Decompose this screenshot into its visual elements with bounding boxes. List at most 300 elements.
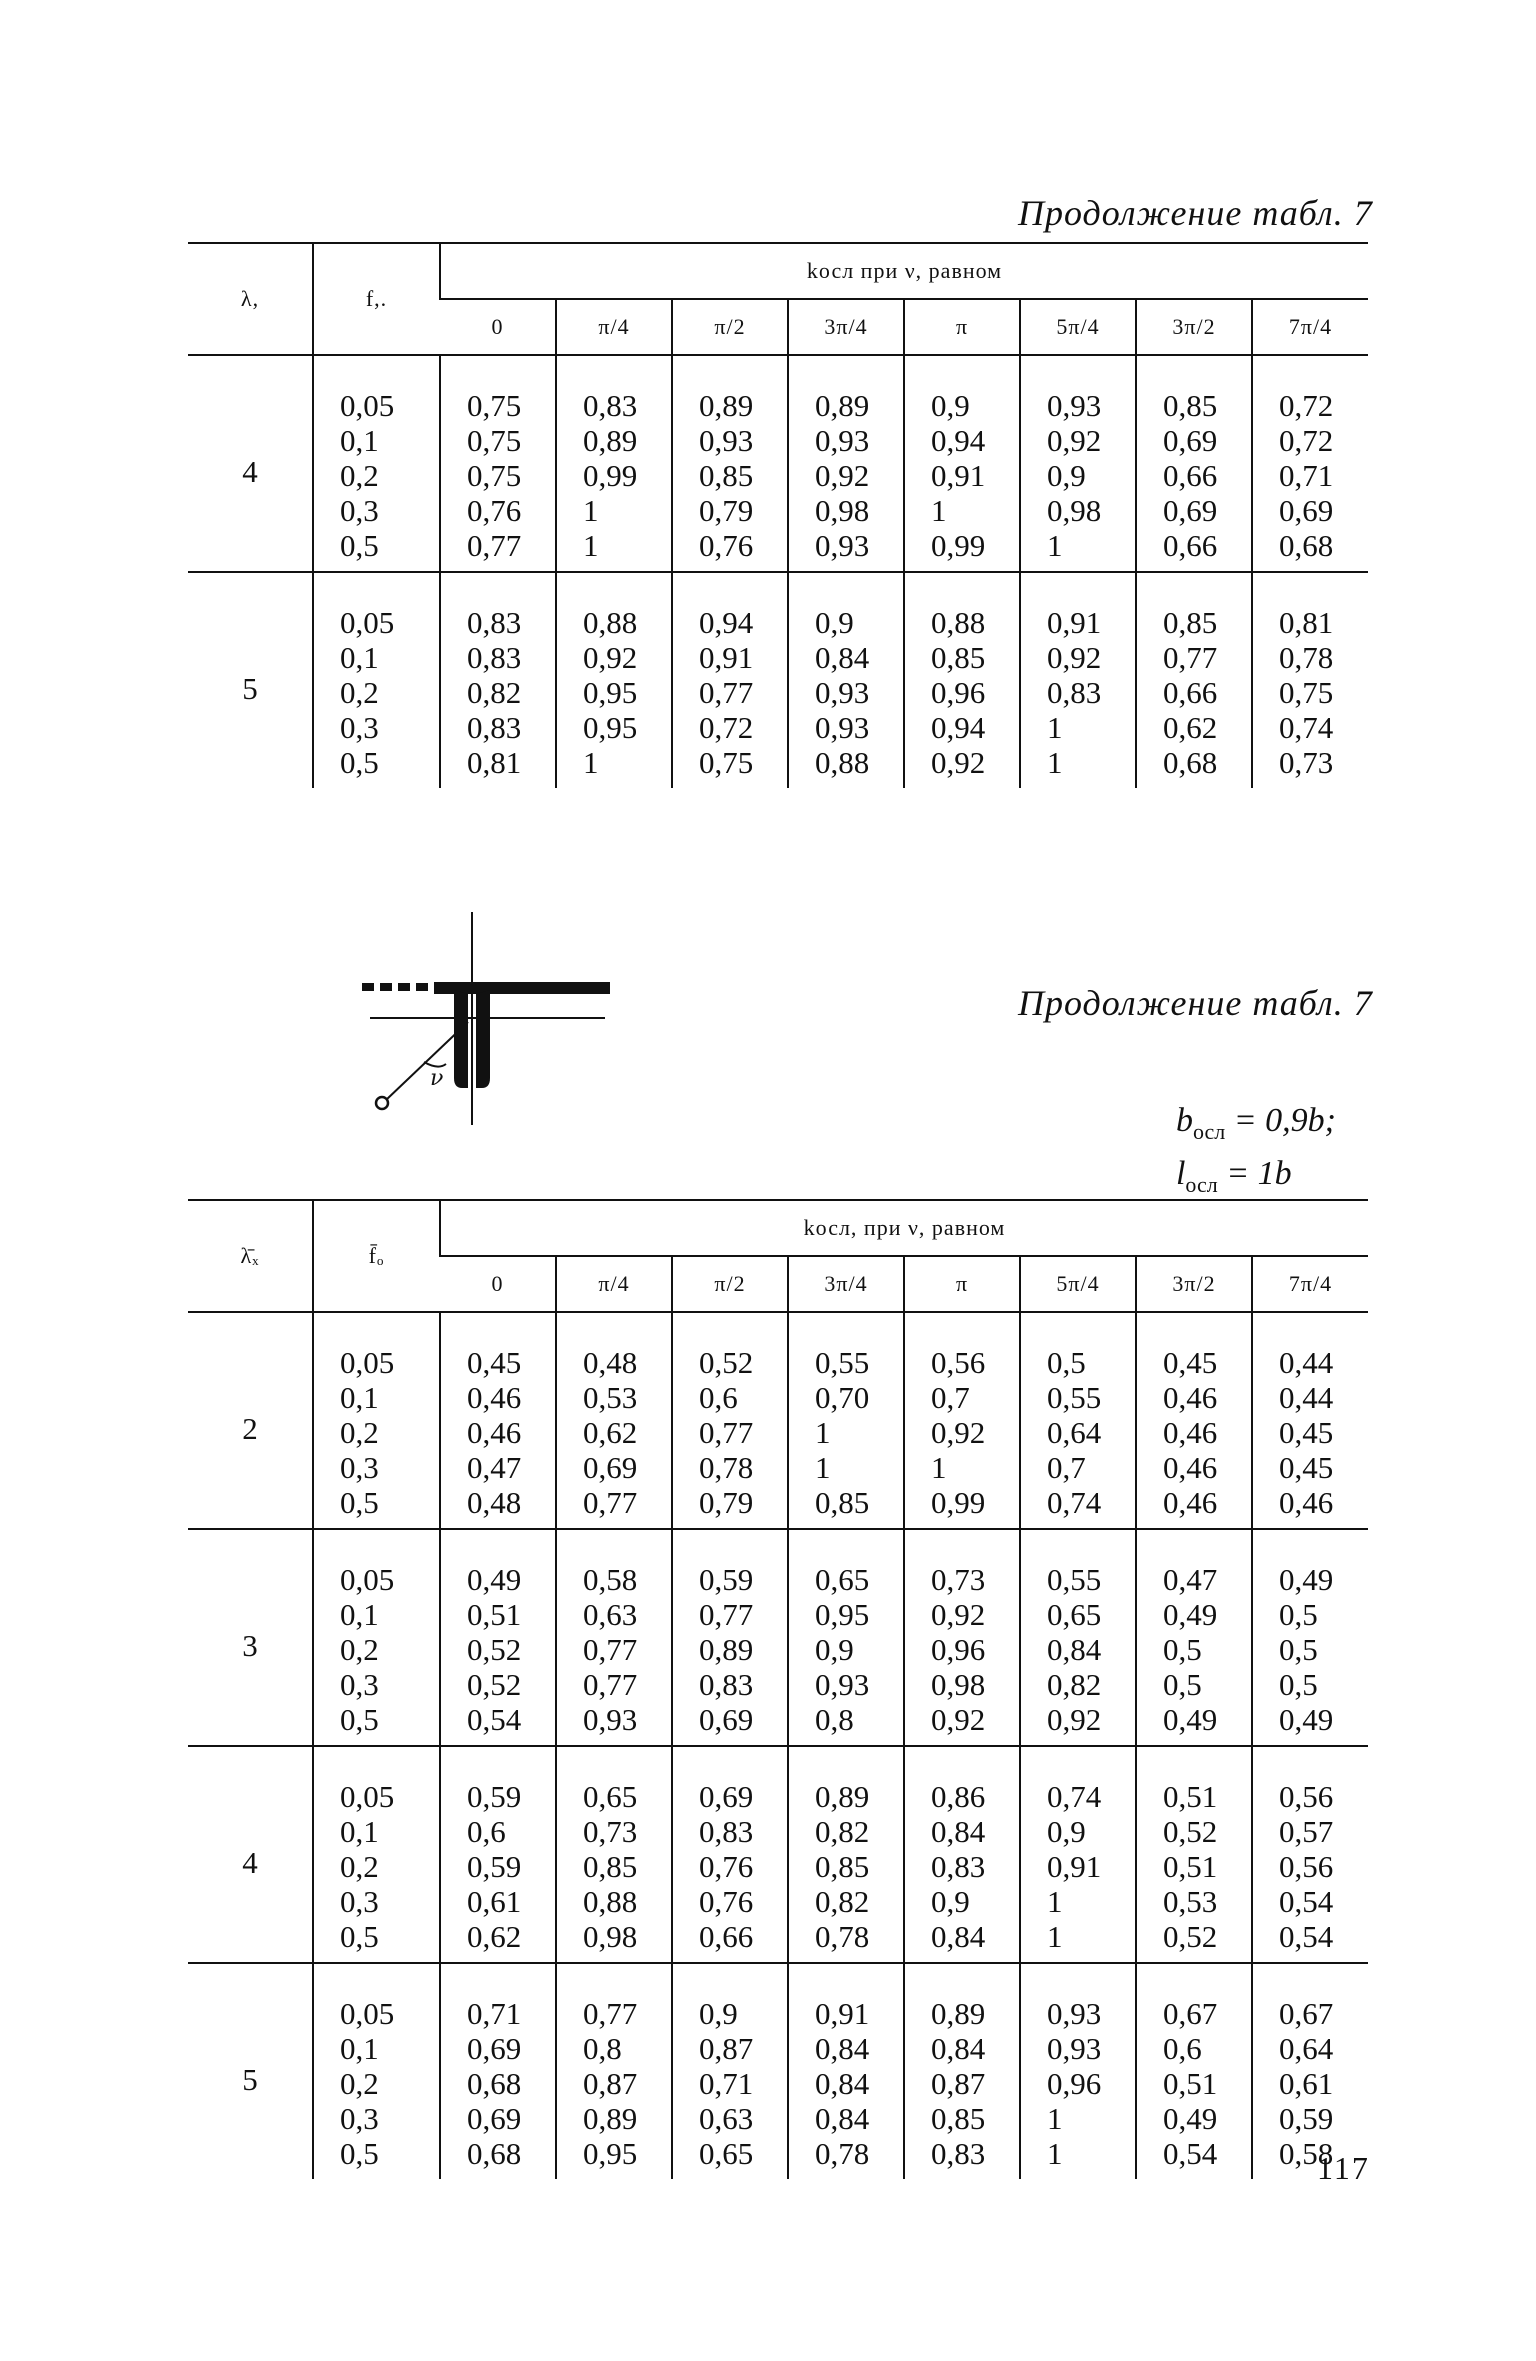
k-value: 0,77 bbox=[583, 1632, 638, 1667]
k-value: 0,56 bbox=[1279, 1779, 1334, 1814]
k-value: 0,72 bbox=[1279, 388, 1334, 423]
f-value: 0,3 bbox=[340, 493, 379, 528]
k-value: 1 bbox=[1047, 710, 1063, 745]
k-value: 0,6 bbox=[467, 1814, 506, 1849]
f-value: 0,1 bbox=[340, 1814, 379, 1849]
k-value: 0,69 bbox=[467, 2031, 522, 2066]
k-value: 0,85 bbox=[815, 1485, 870, 1520]
k-values-cell bbox=[1252, 1746, 1368, 1963]
k-value: 0,46 bbox=[1163, 1380, 1218, 1415]
k-value: 0,5 bbox=[1279, 1632, 1318, 1667]
nu-header: 3π/2 bbox=[1136, 1256, 1252, 1312]
k-value: 0,76 bbox=[699, 1884, 754, 1919]
k-value: 0,46 bbox=[1163, 1450, 1218, 1485]
f-value: 0,2 bbox=[340, 675, 379, 710]
k-group-header: kосл, при ν, равном bbox=[440, 1200, 1368, 1256]
k-value: 0,51 bbox=[1163, 1849, 1218, 1884]
page-number: 117 bbox=[1317, 2150, 1370, 2186]
k-value: 0,66 bbox=[1163, 675, 1218, 710]
formula-l: $l_{осл} = 1b$ bbox=[1175, 1154, 1292, 1197]
k-value: 0,93 bbox=[815, 423, 870, 458]
k-value: 0,83 bbox=[699, 1667, 754, 1702]
k-value: 0,88 bbox=[583, 605, 638, 640]
k-values-cell bbox=[788, 1746, 904, 1963]
f-value: 0,05 bbox=[340, 605, 395, 640]
k-values-cell bbox=[788, 1312, 904, 1529]
k-value: 0,83 bbox=[931, 2136, 986, 2171]
f-value: 0,2 bbox=[340, 2066, 379, 2101]
k-value: 0,63 bbox=[699, 2101, 754, 2136]
web-left-drawing bbox=[454, 990, 468, 1088]
k-value: 0,76 bbox=[699, 528, 754, 563]
k-value: 0,72 bbox=[699, 710, 754, 745]
k-value: 0,76 bbox=[699, 1849, 754, 1884]
nu-header: π/4 bbox=[556, 299, 672, 355]
k-value: 0,73 bbox=[1279, 745, 1334, 780]
k-value: 0,69 bbox=[1163, 493, 1218, 528]
k-value: 0,74 bbox=[1279, 710, 1334, 745]
angle-nu-label: ν bbox=[430, 1066, 444, 1091]
k-value: 0,83 bbox=[467, 710, 522, 745]
k-value: 1 bbox=[1047, 1919, 1063, 1954]
f-value: 0,3 bbox=[340, 1667, 379, 1702]
nu-header: π bbox=[904, 299, 1020, 355]
k-value: 0,49 bbox=[1163, 2101, 1218, 2136]
k-value: 0,89 bbox=[699, 388, 754, 423]
k-value: 0,84 bbox=[931, 1919, 986, 1954]
k-values-cell bbox=[904, 355, 1020, 572]
k-value: 0,9 bbox=[815, 1632, 854, 1667]
k-value: 0,49 bbox=[1279, 1702, 1334, 1737]
k-value: 0,52 bbox=[1163, 1919, 1218, 1954]
k-value: 0,66 bbox=[699, 1919, 754, 1954]
f-value: 0,3 bbox=[340, 1884, 379, 1919]
k-value: 0,98 bbox=[815, 493, 870, 528]
f-value: 0,2 bbox=[340, 1415, 379, 1450]
k-value: 0,49 bbox=[467, 1562, 522, 1597]
f-value: 0,05 bbox=[340, 1996, 395, 2031]
k-value: 0,77 bbox=[583, 1996, 638, 2031]
nu-header: 5π/4 bbox=[1020, 299, 1136, 355]
k-value: 0,89 bbox=[815, 1779, 870, 1814]
k-value: 0,83 bbox=[467, 640, 522, 675]
bolt-hole-icon bbox=[376, 1097, 388, 1109]
k-value: 0,68 bbox=[467, 2136, 522, 2171]
f-value: 0,3 bbox=[340, 710, 379, 745]
k-value: 0,83 bbox=[467, 605, 522, 640]
k-value: 0,68 bbox=[1279, 528, 1334, 563]
k-values-cell bbox=[1252, 572, 1368, 788]
k-values-cell bbox=[440, 1529, 556, 1746]
f-value: 0,1 bbox=[340, 1380, 379, 1415]
k-value: 0,93 bbox=[1047, 2031, 1102, 2066]
f-value: 0,2 bbox=[340, 1632, 379, 1667]
nu-header: 0 bbox=[440, 1256, 556, 1312]
table-row bbox=[188, 572, 1368, 788]
f-value: 0,5 bbox=[340, 1702, 379, 1737]
k-value: 0,92 bbox=[1047, 423, 1102, 458]
k-value: 0,5 bbox=[1047, 1345, 1086, 1380]
k-value: 0,71 bbox=[699, 2066, 754, 2101]
k-values-cell bbox=[1136, 355, 1252, 572]
k-values-cell bbox=[904, 1312, 1020, 1529]
k-value: 0,91 bbox=[699, 640, 754, 675]
k-value: 0,81 bbox=[1279, 605, 1334, 640]
f-value: 0,1 bbox=[340, 423, 379, 458]
lambda-value: 5 bbox=[188, 1963, 313, 2179]
k-value: 0,45 bbox=[1279, 1415, 1334, 1450]
k-values-cell bbox=[1020, 572, 1136, 788]
k-values-cell bbox=[1020, 355, 1136, 572]
k-value: 0,93 bbox=[815, 710, 870, 745]
k-value: 0,85 bbox=[815, 1849, 870, 1884]
k-value: 0,77 bbox=[1163, 640, 1218, 675]
k-value: 0,78 bbox=[699, 1450, 754, 1485]
k-value: 0,75 bbox=[699, 745, 754, 780]
k-value: 0,52 bbox=[699, 1345, 754, 1380]
k-value: 0,66 bbox=[1163, 458, 1218, 493]
k-value: 0,64 bbox=[1047, 1415, 1102, 1450]
k-value: 0,95 bbox=[583, 2136, 638, 2171]
k-value: 0,64 bbox=[1279, 2031, 1334, 2066]
k-value: 0,59 bbox=[467, 1779, 522, 1814]
k-value: 0,46 bbox=[1163, 1415, 1218, 1450]
k-value: 0,59 bbox=[699, 1562, 754, 1597]
k-value: 0,46 bbox=[1163, 1485, 1218, 1520]
k-value: 0,74 bbox=[1047, 1485, 1102, 1520]
k-value: 0,63 bbox=[583, 1597, 638, 1632]
k-values-cell bbox=[440, 1963, 556, 2179]
k-value: 0,85 bbox=[1163, 605, 1218, 640]
nu-header: π/2 bbox=[672, 1256, 788, 1312]
lambda-column-header: λ̄ₓ bbox=[188, 1200, 313, 1312]
k-value: 0,77 bbox=[699, 1597, 754, 1632]
f-value: 0,05 bbox=[340, 1779, 395, 1814]
k-value: 0,9 bbox=[699, 1996, 738, 2031]
k-value: 0,5 bbox=[1279, 1667, 1318, 1702]
k-value: 0,78 bbox=[815, 2136, 870, 2171]
k-value: 0,94 bbox=[931, 710, 986, 745]
k-value: 0,92 bbox=[1047, 640, 1102, 675]
k-value: 0,92 bbox=[931, 1597, 986, 1632]
k-value: 0,68 bbox=[1163, 745, 1218, 780]
k-value: 0,91 bbox=[931, 458, 986, 493]
k-value: 0,82 bbox=[815, 1884, 870, 1919]
lambda-value: 3 bbox=[188, 1529, 313, 1746]
f-value: 0,1 bbox=[340, 640, 379, 675]
k-value: 0,95 bbox=[815, 1597, 870, 1632]
k-value: 0,7 bbox=[1047, 1450, 1086, 1485]
k-value: 0,67 bbox=[1279, 1996, 1334, 2031]
k-value: 0,61 bbox=[467, 1884, 522, 1919]
k-value: 0,89 bbox=[583, 423, 638, 458]
k-value: 0,82 bbox=[467, 675, 522, 710]
k-values-cell bbox=[556, 1529, 672, 1746]
k-values-cell bbox=[788, 1963, 904, 2179]
k-value: 0,69 bbox=[1163, 423, 1218, 458]
k-value: 0,76 bbox=[467, 493, 522, 528]
k-value: 0,69 bbox=[699, 1779, 754, 1814]
k-value: 0,93 bbox=[1047, 388, 1102, 423]
k-value: 0,79 bbox=[699, 493, 754, 528]
k-value: 0,88 bbox=[931, 605, 986, 640]
f-value: 0,3 bbox=[340, 2101, 379, 2136]
f-value: 0,05 bbox=[340, 1345, 395, 1380]
k-value: 0,53 bbox=[1163, 1884, 1218, 1919]
k-value: 0,89 bbox=[583, 2101, 638, 2136]
k-values-cell bbox=[1136, 572, 1252, 788]
k-value: 0,9 bbox=[931, 1884, 970, 1919]
formula-block bbox=[1176, 1100, 1336, 1206]
lambda-value: 4 bbox=[242, 454, 258, 489]
k-values-cell bbox=[672, 1312, 788, 1529]
f-value: 0,5 bbox=[340, 1919, 379, 1954]
k-values-cell bbox=[1252, 1963, 1368, 2179]
table-row bbox=[188, 1746, 1368, 1963]
k-value: 0,85 bbox=[931, 2101, 986, 2136]
k-value: 0,95 bbox=[583, 675, 638, 710]
k-value: 1 bbox=[931, 1450, 947, 1485]
f-values-cell bbox=[313, 1746, 440, 1963]
k-value: 0,87 bbox=[699, 2031, 754, 2066]
k-value: 0,92 bbox=[815, 458, 870, 493]
k-value: 0,65 bbox=[699, 2136, 754, 2171]
k-value: 0,99 bbox=[931, 528, 986, 563]
k-value: 0,87 bbox=[931, 2066, 986, 2101]
k-values-cell bbox=[1252, 1312, 1368, 1529]
k-value: 0,84 bbox=[815, 2101, 870, 2136]
k-values-cell bbox=[904, 1963, 1020, 2179]
f-value: 0,2 bbox=[340, 1849, 379, 1884]
k-value: 0,96 bbox=[931, 675, 986, 710]
k-values-cell bbox=[1136, 1963, 1252, 2179]
k-value: 0,93 bbox=[1047, 1996, 1102, 2031]
k-value: 0,99 bbox=[583, 458, 638, 493]
k-group-header: kосл при ν, равном bbox=[440, 243, 1368, 299]
k-value: 0,89 bbox=[699, 1632, 754, 1667]
k-value: 0,93 bbox=[815, 1667, 870, 1702]
k-value: 0,92 bbox=[931, 1415, 986, 1450]
k-value: 0,83 bbox=[699, 1814, 754, 1849]
k-values-cell bbox=[1020, 1963, 1136, 2179]
k-value: 0,6 bbox=[699, 1380, 738, 1415]
nu-header: 0 bbox=[440, 299, 556, 355]
k-value: 0,94 bbox=[699, 605, 754, 640]
k-value: 0,77 bbox=[583, 1667, 638, 1702]
k-value: 0,83 bbox=[1047, 675, 1102, 710]
k-value: 0,53 bbox=[583, 1380, 638, 1415]
k-value: 0,95 bbox=[583, 710, 638, 745]
k-value: 0,48 bbox=[467, 1485, 522, 1520]
k-value: 0,91 bbox=[1047, 605, 1102, 640]
k-value: 0,79 bbox=[699, 1485, 754, 1520]
k-values-cell bbox=[1136, 1312, 1252, 1529]
k-value: 0,92 bbox=[931, 1702, 986, 1737]
k-value: 0,85 bbox=[699, 458, 754, 493]
lambda-column-header: λ, bbox=[188, 243, 313, 355]
k-value: 0,69 bbox=[583, 1450, 638, 1485]
table-row bbox=[188, 1529, 1368, 1746]
table2-caption: Продолжение табл. 7 bbox=[1018, 983, 1373, 1023]
k-value: 0,6 bbox=[1163, 2031, 1202, 2066]
k-value: 0,84 bbox=[931, 2031, 986, 2066]
table-row bbox=[188, 1963, 1368, 2179]
k-value: 0,9 bbox=[1047, 1814, 1086, 1849]
k-value: 0,52 bbox=[467, 1632, 522, 1667]
k-values-cell bbox=[440, 355, 556, 572]
k-value: 0,84 bbox=[931, 1814, 986, 1849]
k-value: 0,93 bbox=[815, 528, 870, 563]
k-values-cell bbox=[1252, 1529, 1368, 1746]
k-value: 0,45 bbox=[1279, 1450, 1334, 1485]
k-value: 0,83 bbox=[931, 1849, 986, 1884]
k-value: 0,77 bbox=[699, 1415, 754, 1450]
k-value: 0,69 bbox=[467, 2101, 522, 2136]
f-column-header: f̄ₒ bbox=[313, 1200, 440, 1312]
k-value: 0,78 bbox=[815, 1919, 870, 1954]
k-value: 0,84 bbox=[1047, 1632, 1102, 1667]
k-value: 0,51 bbox=[1163, 1779, 1218, 1814]
k-value: 0,5 bbox=[1163, 1667, 1202, 1702]
k-value: 0,8 bbox=[583, 2031, 622, 2066]
k-values-cell bbox=[556, 1963, 672, 2179]
k-value: 0,9 bbox=[931, 388, 970, 423]
k-value: 0,69 bbox=[1279, 493, 1334, 528]
k-value: 0,7 bbox=[931, 1380, 970, 1415]
k-values-cell bbox=[672, 1963, 788, 2179]
k-value: 1 bbox=[815, 1450, 831, 1485]
k-value: 0,75 bbox=[467, 423, 522, 458]
k-value: 0,62 bbox=[1163, 710, 1218, 745]
k-value: 0,55 bbox=[815, 1345, 870, 1380]
k-value: 0,96 bbox=[931, 1632, 986, 1667]
k-value: 0,98 bbox=[1047, 493, 1102, 528]
f-value: 0,5 bbox=[340, 528, 379, 563]
k-value: 0,93 bbox=[815, 675, 870, 710]
k-value: 0,91 bbox=[1047, 1849, 1102, 1884]
nu-header: 3π/2 bbox=[1136, 299, 1252, 355]
k-value: 0,98 bbox=[931, 1667, 986, 1702]
k-value: 0,45 bbox=[1163, 1345, 1218, 1380]
coefficient-table-2 bbox=[188, 1199, 1368, 2179]
k-value: 0,75 bbox=[467, 458, 522, 493]
f-value: 0,05 bbox=[340, 388, 395, 423]
k-value: 0,87 bbox=[583, 2066, 638, 2101]
k-value: 0,77 bbox=[699, 675, 754, 710]
k-values-cell bbox=[788, 1529, 904, 1746]
k-value: 0,65 bbox=[583, 1779, 638, 1814]
k-value: 0,84 bbox=[815, 2031, 870, 2066]
f-column-header: f,. bbox=[313, 243, 440, 355]
k-value: 0,70 bbox=[815, 1380, 870, 1415]
k-value: 0,59 bbox=[467, 1849, 522, 1884]
k-value: 0,82 bbox=[815, 1814, 870, 1849]
k-value: 0,89 bbox=[815, 388, 870, 423]
k-value: 0,5 bbox=[1279, 1597, 1318, 1632]
k-values-cell bbox=[904, 1746, 1020, 1963]
k-value: 0,65 bbox=[1047, 1597, 1102, 1632]
k-value: 0,84 bbox=[815, 2066, 870, 2101]
k-value: 0,8 bbox=[815, 1702, 854, 1737]
k-value: 0,55 bbox=[1047, 1380, 1102, 1415]
k-value: 0,77 bbox=[467, 528, 522, 563]
k-value: 0,59 bbox=[1279, 2101, 1334, 2136]
k-value: 0,67 bbox=[1163, 1996, 1218, 2031]
k-value: 0,57 bbox=[1279, 1814, 1334, 1849]
table-row bbox=[188, 355, 1368, 572]
k-value: 0,55 bbox=[1047, 1562, 1102, 1597]
f-value: 0,3 bbox=[340, 1450, 379, 1485]
nu-header: 3π/4 bbox=[788, 299, 904, 355]
k-value: 0,66 bbox=[1163, 528, 1218, 563]
k-values-cell bbox=[788, 572, 904, 788]
k-value: 0,54 bbox=[1163, 2136, 1218, 2171]
k-values-cell bbox=[556, 1312, 672, 1529]
k-value: 0,46 bbox=[467, 1380, 522, 1415]
lambda-value: 4 bbox=[188, 1746, 313, 1963]
k-values-cell bbox=[672, 355, 788, 572]
k-values-cell bbox=[440, 1312, 556, 1529]
k-value: 0,98 bbox=[583, 1919, 638, 1954]
k-values-cell bbox=[1020, 1529, 1136, 1746]
k-value: 1 bbox=[583, 493, 599, 528]
k-value: 0,68 bbox=[467, 2066, 522, 2101]
k-value: 0,44 bbox=[1279, 1345, 1334, 1380]
k-value: 0,56 bbox=[931, 1345, 986, 1380]
nu-header: π bbox=[904, 1256, 1020, 1312]
k-values-cell bbox=[1020, 1746, 1136, 1963]
lambda-value: 2 bbox=[242, 1411, 258, 1446]
k-value: 0,82 bbox=[1047, 1667, 1102, 1702]
k-value: 0,78 bbox=[1279, 640, 1334, 675]
k-value: 1 bbox=[1047, 528, 1063, 563]
k-value: 0,88 bbox=[815, 745, 870, 780]
k-value: 0,46 bbox=[1279, 1485, 1334, 1520]
k-value: 0,85 bbox=[931, 640, 986, 675]
k-value: 0,9 bbox=[815, 605, 854, 640]
k-values-cell bbox=[672, 1529, 788, 1746]
k-value: 0,58 bbox=[1279, 2136, 1334, 2171]
table-row bbox=[188, 1312, 1368, 1529]
k-values-cell bbox=[672, 1746, 788, 1963]
k-value: 0,93 bbox=[699, 423, 754, 458]
k-values-cell bbox=[788, 355, 904, 572]
f-value: 0,1 bbox=[340, 1597, 379, 1632]
k-value: 0,93 bbox=[583, 1702, 638, 1737]
k-value: 0,54 bbox=[467, 1702, 522, 1737]
k-value: 0,54 bbox=[1279, 1884, 1334, 1919]
k-value: 0,88 bbox=[583, 1884, 638, 1919]
k-value: 0,49 bbox=[1163, 1702, 1218, 1737]
web-right-drawing bbox=[476, 990, 490, 1088]
k-values-cell bbox=[556, 572, 672, 788]
lambda-value: 5 bbox=[188, 572, 313, 788]
nu-header: 3π/4 bbox=[788, 1256, 904, 1312]
k-values-cell bbox=[904, 1529, 1020, 1746]
k-value: 0,65 bbox=[815, 1562, 870, 1597]
k-values-cell bbox=[1136, 1529, 1252, 1746]
k-value: 0,71 bbox=[1279, 458, 1334, 493]
coefficient-table-1 bbox=[188, 242, 1368, 788]
k-values-cell bbox=[672, 572, 788, 788]
k-value: 0,84 bbox=[815, 640, 870, 675]
k-value: 0,62 bbox=[583, 1415, 638, 1450]
k-value: 0,69 bbox=[699, 1702, 754, 1737]
f-values-cell bbox=[313, 1963, 440, 2179]
k-value: 0,9 bbox=[1047, 458, 1086, 493]
k-value: 0,89 bbox=[931, 1996, 986, 2031]
formula-b: $b_{осл} = 0,9b$; bbox=[1175, 1102, 1336, 1144]
